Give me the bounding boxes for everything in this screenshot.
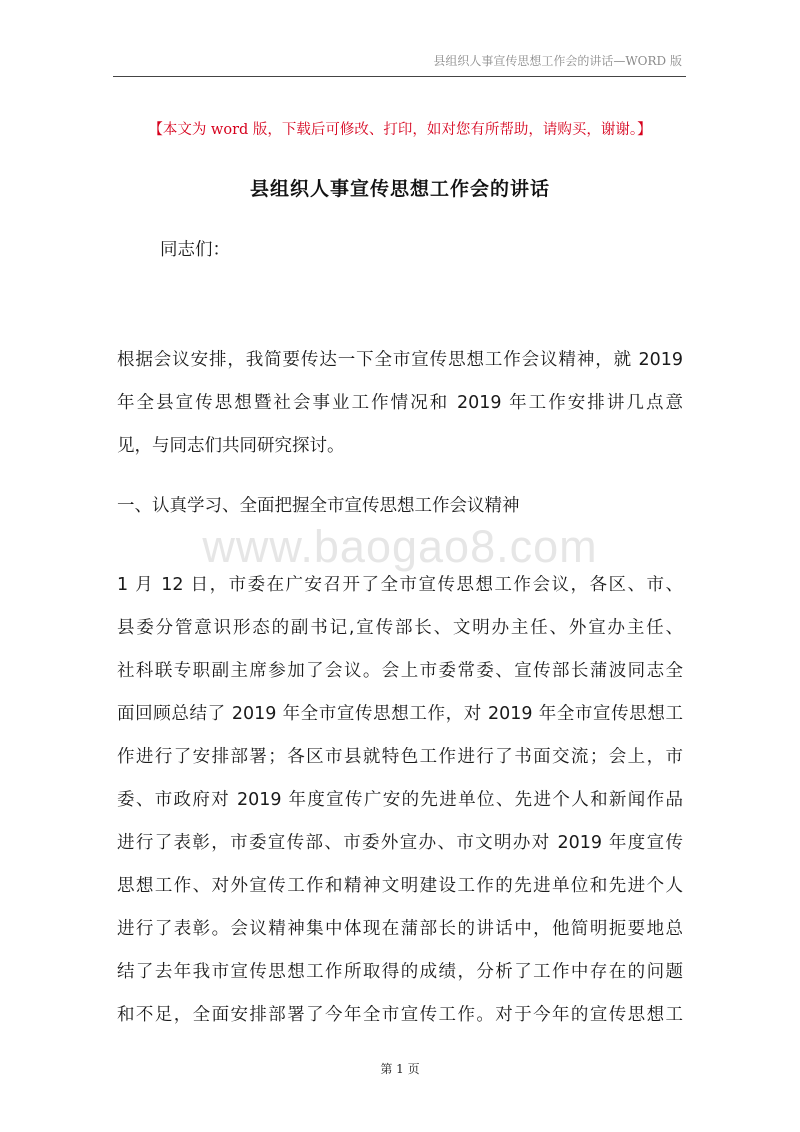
paragraph-line: 思想工作、对外宣传工作和精神文明建设工作的先进单位和先进个人 [117,876,683,896]
paragraph-line: 年全县宣传思想暨社会事业工作情况和 2019 年工作安排讲几点意 [117,393,683,413]
watermark: www.baogao8.com [202,521,598,572]
paragraph-line: 进行了表彰，市委宣传部、市委外宣办、市文明办对 2019 年度宣传 [117,833,683,853]
page-number: 第 1 页 [380,1062,420,1076]
paragraph-line: 县委分管意识形态的副书记,宣传部长、文明办主任、外宣办主任、 [117,618,683,638]
paragraph-line: 面回顾总结了 2019 年全市宣传思想工作，对 2019 年全市宣传思想工 [117,704,683,724]
paragraph-line: 1 月 12 日，市委在广安召开了全市宣传思想工作会议，各区、市、 [117,575,683,595]
section-heading: 一、认真学习、全面把握全市宣传思想工作会议精神 [117,496,520,516]
paragraph-line: 结了去年我市宣传思想工作所取得的成绩，分析了工作中存在的问题 [117,962,683,982]
salutation: 同志们： [160,240,230,260]
paragraph-line: 根据会议安排，我简要传达一下全市宣传思想工作会议精神，就 2019 [117,350,683,370]
download-notice: 【本文为 word 版，下载后可修改、打印，如对您有所帮助，请购买，谢谢。】 [148,122,652,138]
document-title: 县组织人事宣传思想工作会的讲话 [249,178,550,200]
paragraph-line: 作进行了安排部署；各区市县就特色工作进行了书面交流；会上，市 [117,747,683,767]
paragraph-line: 委、市政府对 2019 年度宣传广安的先进单位、先进个人和新闻作品 [117,790,683,810]
running-header: 县组织人事宣传思想工作会的讲话—WORD 版 [433,54,682,68]
paragraph-line: 社科联专职副主席参加了会议。会上市委常委、宣传部长蒲波同志全 [117,661,683,681]
header-divider [113,76,686,77]
paragraph-line: 和不足，全面安排部署了今年全市宣传工作。对于今年的宣传思想工 [117,1005,683,1025]
paragraph-line: 进行了表彰。会议精神集中体现在蒲部长的讲话中，他简明扼要地总 [117,919,683,939]
paragraph-line: 见，与同志们共同研究探讨。 [117,436,345,456]
